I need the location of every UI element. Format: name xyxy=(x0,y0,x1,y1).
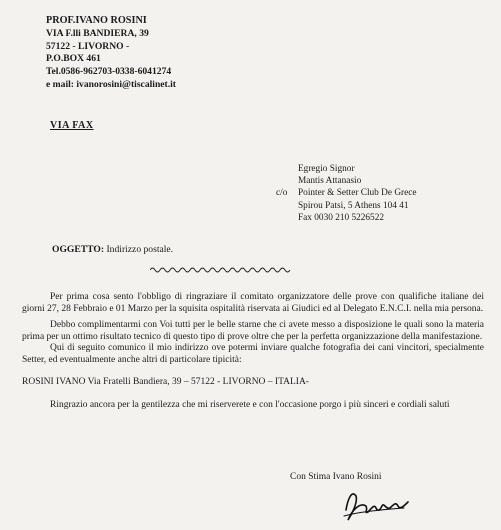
subject-text: Indirizzo postale. xyxy=(106,244,174,255)
sender-tel: Tel.0586-962703-0338-6041274 xyxy=(46,66,172,78)
closing-line: Con Stima Ivano Rosini xyxy=(290,472,382,482)
sender-email: e mail: ivanorosini@tiscalinet.it xyxy=(46,78,176,90)
body-paragraph-compliments: Debbo complimentarmi con Voi tutti per le belle starne che ci avete messo a disposizione le quali sono la materia prima per un ottimo risultato tecnico di questo tipo di prove oltre che per la perfetta organizzazione della manifestazione. xyxy=(22,320,484,342)
recipient-club: Pointer & Setter Club De Grece xyxy=(298,188,417,199)
sender-block xyxy=(46,15,176,92)
subject-label: OGGETTO: xyxy=(52,244,105,255)
recipient-co: c/o xyxy=(276,188,288,198)
recipient-greeting: Egregio Signor xyxy=(298,164,355,174)
letter-body xyxy=(22,292,484,412)
recipient-block xyxy=(276,163,417,224)
sender-pobox: P.O.BOX 461 xyxy=(46,53,101,65)
body-paragraph-thanks: Per prima cosa sento l'obbligo di ringraziare il comitato organizzatore delle prove con qualifiche italiane dei giorni 27, 28 Febbraio e 01 Marzo per la squisita ospitalità riservata ai Giudici ed al Delegato E.N.C.I. nella mia persona. xyxy=(22,292,484,314)
recipient-name: Mantis Attanasio xyxy=(298,176,362,187)
wavy-divider xyxy=(150,266,292,274)
body-paragraph-address: ROSINI IVANO Via Fratelli Bandiera, 39 – 57122 - LIVORNO – ITALIA- xyxy=(22,376,309,387)
subject-line xyxy=(52,244,173,255)
via-fax-label: VIA FAX xyxy=(50,120,94,131)
sender-address: VIA F.lli BANDIERA, 39 xyxy=(46,27,149,39)
recipient-address: Spirou Patsi, 5 Athens 104 41 xyxy=(298,200,409,211)
sender-city: 57122 - LIVORNO - xyxy=(46,40,130,52)
body-paragraph-closing: Ringrazio ancora per la gentilezza che mi riserverete e con l'occasione porgo i più sinceri e cordiali saluti xyxy=(50,400,450,411)
sender-name: PROF.IVANO ROSINI xyxy=(46,15,147,26)
body-paragraph-address-intro: Qui di seguito comunico il mio indirizzo ove potermi inviare qualche fotografia dei cani vincitori, specialmente Setter, ed eventualmente anche altri di particolare tipicità: xyxy=(22,343,484,365)
recipient-fax: Fax 0030 210 5226522 xyxy=(298,212,384,223)
handwritten-signature xyxy=(338,480,418,526)
